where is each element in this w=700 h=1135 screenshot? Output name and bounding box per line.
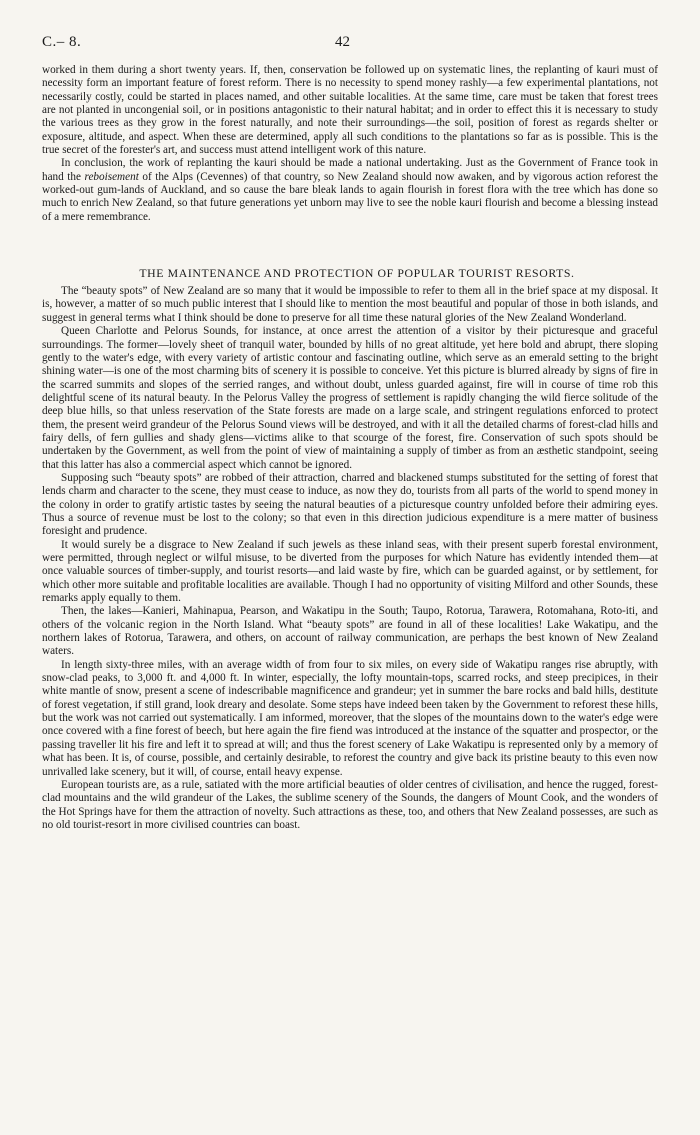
conclusion-text-end: of the Alps (Cevennes) of that country, so New Zealand should now awaken, and by vigorous action reforest the worked-out gum-lands of Auckland, and so cause the bare bleak lands to again flourish in forest flora with the tree which has done so much to enrich New Zealand, so that future generations yet unborn may live to see the noble kauri flourish and become a blessing instead of a mere remembrance. — [42, 170, 658, 223]
conclusion-italic-term: reboisement — [84, 170, 139, 183]
body-paragraph: It would surely be a disgrace to New Zealand if such jewels as these inland seas, with their present superb forestal environment, were permitted, through neglect or wilful misuse, to be diverted from the purposes for which Nature has evidently intended them—at once valuable sources of timber-supply, and tourist resorts—and laid waste by fire, which can be guarded against, or by settlement, for which other more suitable and profitable localities are available. Though I had no opportunity of visiting Milford and other Sounds, these remarks apply equally to them. — [42, 538, 658, 605]
section-title: THE MAINTENANCE AND PROTECTION OF POPULAR TOURIST RESORTS. — [139, 266, 575, 281]
body-paragraph: European tourists are, as a rule, satiated with the more artificial beauties of older centres of civilisation, and hence the rugged, forest-clad mountains and the wild grandeur of the Lakes, the sublime scenery of the Sounds, the dangers of Mount Cook, and the wonders of the Hot Springs have for them the attraction of novelty. Such attractions as these, too, and others that New Zealand possesses, are such as no old tourist-resort in more civilised countries can boast. — [42, 778, 658, 831]
section-spacer — [42, 224, 658, 266]
body-paragraph: The “beauty spots” of New Zealand are so many that it would be impossible to refer to them all in the brief space at my disposal. It is, however, a matter of so much public interest that I should like to mention the most beautiful and popular of those in both islands, and suggest in general terms what I think should be done to preserve for all time these natural glories of the New Zealand Wonderland. — [42, 285, 658, 324]
conclusion-paragraph — [42, 157, 658, 224]
conclusion-text-start: In conclusion, the work of replanting the kauri should be made a national undertaking. Just as the Government of France took in hand the — [42, 157, 658, 183]
page-number: 42 — [335, 34, 350, 50]
continued-paragraph: worked in them during a short twenty years. If, then, conservation be followed up on systematic lines, the replanting of kauri must of necessity form an important feature of forest reform. There is no necessity to spend money rashly—a few experimental plantations, not necessarily costly, could be started in places named, and other suitable localities. At the same time, care must be taken that forest trees are not planted in uncongenial soil, or in positions antagonistic to their natural habitat; and in order to effect this it is necessary to study the various trees as they grow in the forest naturally, and note their surroundings—the soil, position of forest as regards shelter or exposure, altitude, and aspect. When these are determined, apply all such conditions to the plantations so far as is possible. This is the true secret of the forester's art, and success must attend intelligent work of this nature. — [42, 64, 658, 157]
body-paragraph: Supposing such “beauty spots” are robbed of their attraction, charred and blackened stumps substituted for the setting of forest that lends charm and character to the scene, they must cease to induce, as now they do, tourists from all parts of the world to spend money in the colony in order to gratify artistic tastes by seeing the natural beauties of a picturesque country unfolded before their admiring eyes. Thus a source of revenue must be lost to the colony; so that even in this direction judicious expenditure is a mere matter of business foresight and prudence. — [42, 471, 658, 538]
page-header — [42, 34, 658, 56]
body-paragraph: Then, the lakes—Kanieri, Mahinapua, Pearson, and Wakatipu in the South; Taupo, Rotorua, Tarawera, Rotomahana, Roto-iti, and others of the volcanic region in the North Island. What “beauty spots” are found in all of these localities! Lake Wakatipu, and the northern lakes of Rotorua, Tarawera, and others, on account of railway communication, are perhaps the best known of New Zealand waters. — [42, 605, 658, 658]
body-paragraph: Queen Charlotte and Pelorus Sounds, for instance, at once arrest the attention of a visitor by their picturesque and graceful surroundings. The former—lovely sheet of tranquil water, bounded by hills of no great altitude, yet here bold and abrupt, there sloping gently to the water's edge, with every variety of artistic contour and fascinating outline, which serve as an emerald setting to the bright shining water—is one of the most charming bits of scenery it is possible to conceive. Yet this picture is blurred already by signs of fire in the scarred summits and slopes of the serried ranges, and without doubt, unless guarded against, fire will in course of time rob this delightful scene of its natural beauty. In the Pelorus Valley the progress of settlement is rapidly changing the wild fierce solitude of the deep blue hills, so that unless reservation of the State forests are made on a large scale, and stringent regulations enforced to protect them, the present weird grandeur of the Pelorus Sound views will be destroyed, and with it all the detailed charms of forest-clad hills and fairy dells, of fern gullies and shady glens—victims alike to that scourge of the forest, fire. Conservation of such spots should be undertaken by the Government, as well from the point of view of maintaining a supply of timber as from an æsthetic standpoint, seeing that this latter has also a commercial aspect which cannot be ignored. — [42, 325, 658, 471]
body-paragraph: In length sixty-three miles, with an average width of from four to six miles, on every side of Wakatipu ranges rise abruptly, with snow-clad peaks, to 3,000 ft. and 4,000 ft. In winter, especially, the lofty mountain-tops, scarred rocks, and steep precipices, in their white mantle of snow, present a scene of indescribable magnificence and grandeur; yet in summer the bare rocks and bald hills, destitute of forest vegetation, if still grand, look dreary and desolate. Some steps have indeed been taken by the Government to reforest these hills, but the work was not carried out systematically. I am informed, moreover, that the slopes of the mountains down to the water's edge were once covered with a fine forest of beech, but here again the fire fiend was introduced at the instance of the squatter and prospector, or the passing traveller lit his fire and left it to spread at will; and thus the forest scenery of Lake Wakatipu is represented only by a memory of what has been. It is, of course, possible, and certainly desirable, to reforest the country and give back its pristine beauty to this even now unrivalled lake scenery, but it will, of course, entail heavy expense. — [42, 658, 658, 778]
parliamentary-reference: C.– 8. — [42, 34, 82, 50]
